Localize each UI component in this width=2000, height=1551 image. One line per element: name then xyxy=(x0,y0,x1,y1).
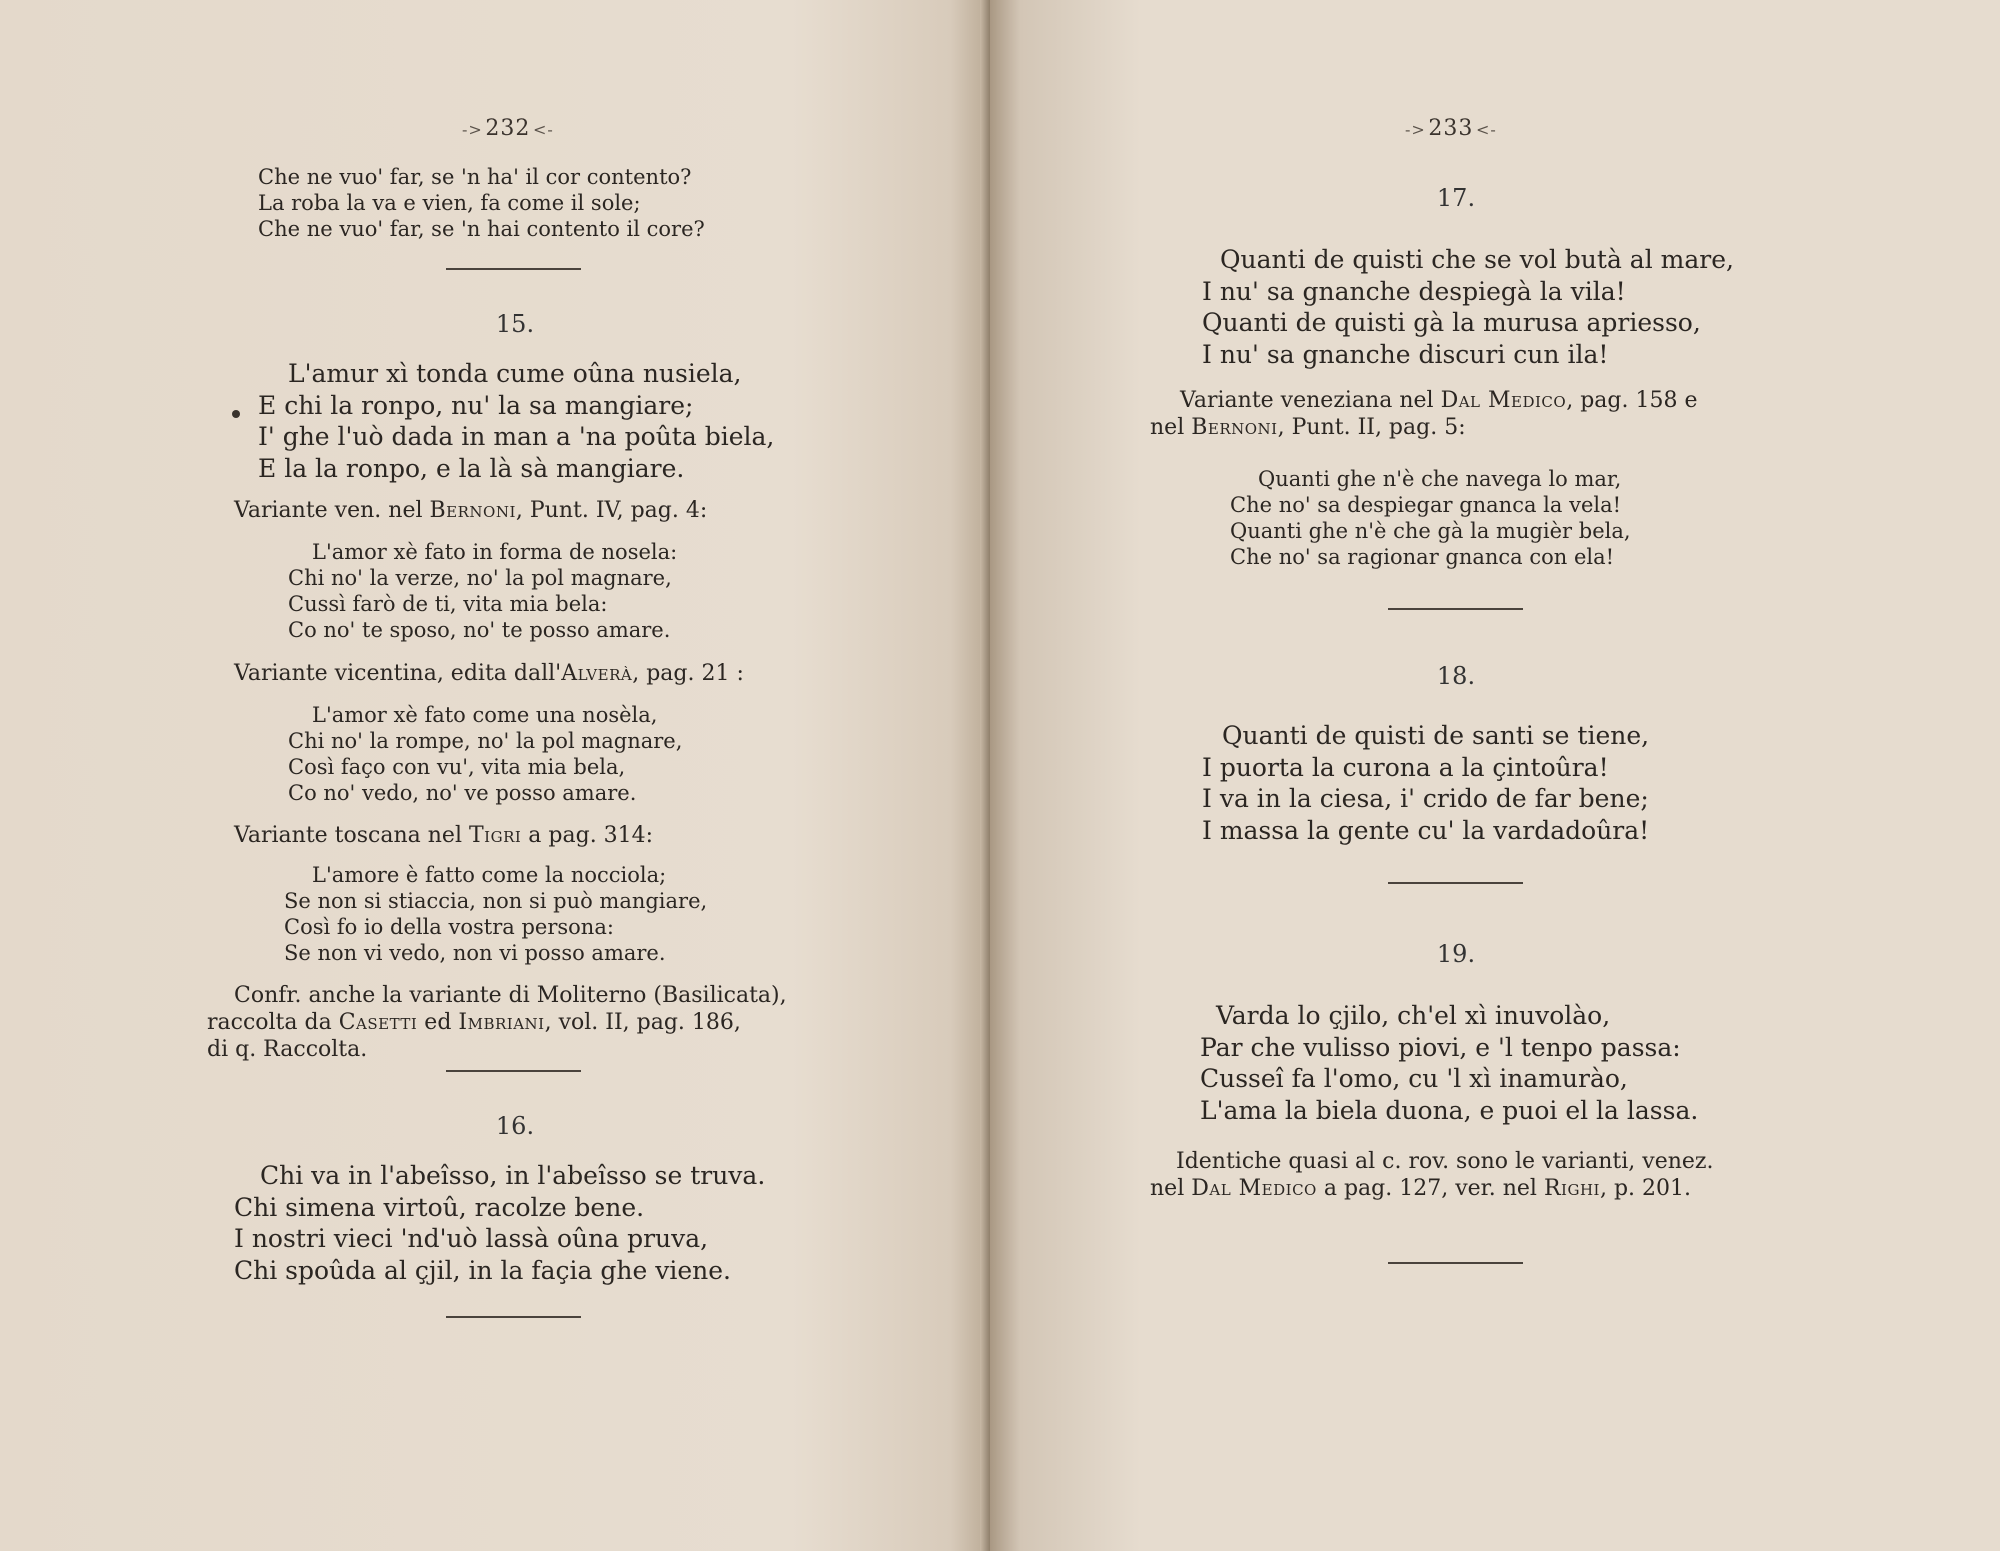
margin-dot xyxy=(232,410,240,418)
verse-line: Chi va in l'abeîsso, in l'abeîsso se truva. xyxy=(260,1161,766,1190)
variant-verse xyxy=(288,539,677,643)
verse-line: L'amor xè fato come una nosèla, xyxy=(312,703,658,727)
verse-line: Chi spoûda al çjil, in la façia ghe viene. xyxy=(234,1255,731,1285)
verse-line: Così faço con vu', vita mia bela, xyxy=(288,755,626,779)
opening-verse xyxy=(258,164,705,242)
verse-line: Co no' te sposo, no' te posso amare. xyxy=(288,618,671,642)
variant-note: nel Bernoni, Punt. II, pag. 5: xyxy=(1150,415,1466,440)
variant-label: Variante vicentina, edita dall'Alverà, pag. 21 : xyxy=(234,661,744,686)
right-page-number: -> 233 <- xyxy=(1405,116,1497,141)
verse-line: Quanti de quisti che se vol butà al mare, xyxy=(1220,245,1734,274)
verse-line: E la la ronpo, e la là sà mangiare. xyxy=(258,453,685,483)
variant-verse xyxy=(284,862,707,966)
section-rule xyxy=(1388,608,1523,610)
variant-note: Variante veneziana nel Dal Medico, pag. 158 e xyxy=(1180,388,1698,413)
song-15-verse xyxy=(258,358,774,484)
verse-line: Co no' vedo, no' ve posso amare. xyxy=(288,781,637,805)
song-number: 18. xyxy=(1436,662,1476,690)
verse-line: I massa la gente cu' la vardadoûra! xyxy=(1202,815,1650,845)
verse-line: Cussì farò de ti, vita mia bela: xyxy=(288,592,608,616)
variant-note: nel Dal Medico a pag. 127, ver. nel Righi, p. 201. xyxy=(1150,1176,1691,1201)
verse-line: Quanti de quisti gà la murusa apriesso, xyxy=(1202,308,1701,337)
section-rule xyxy=(1388,1262,1523,1264)
confr-note: Confr. anche la variante di Moliterno (Basilicata), xyxy=(234,983,787,1008)
right-page xyxy=(990,0,2000,1551)
verse-line: Che no' sa despiegar gnanca la vela! xyxy=(1230,493,1622,517)
left-page xyxy=(0,0,990,1551)
left-page-number: -> 232 <- xyxy=(462,116,554,141)
song-number: 16. xyxy=(495,1112,535,1140)
variant-label: Variante toscana nel Tigri a pag. 314: xyxy=(234,823,654,848)
verse-line: Quanti ghe n'è che gà la mugièr bela, xyxy=(1230,519,1631,543)
confr-note: raccolta da Casetti ed Imbriani, vol. II, pag. 186, xyxy=(207,1010,741,1035)
verse-line: Cusseî fa l'omo, cu 'l xì inamurào, xyxy=(1200,1064,1628,1093)
verse-line: Chi no' la verze, no' la pol magnare, xyxy=(288,566,672,590)
confr-note: di q. Raccolta. xyxy=(207,1037,368,1062)
verse-line: Che no' sa ragionar gnanca con ela! xyxy=(1230,545,1615,569)
verse-line: Che ne vuo' far, se 'n hai contento il core? xyxy=(258,217,705,241)
verse-line: Varda lo çjilo, ch'el xì inuvolào, xyxy=(1216,1001,1611,1030)
song-17-verse xyxy=(1202,244,1734,370)
song-16-verse xyxy=(234,1160,765,1286)
verse-line: Chi no' la rompe, no' la pol magnare, xyxy=(288,729,683,753)
verse-line: I nostri vieci 'nd'uò lassà oûna pruva, xyxy=(234,1224,709,1253)
folio-arrow-icon: <- xyxy=(1473,120,1497,139)
verse-line: Quanti ghe n'è che navega lo mar, xyxy=(1258,467,1622,491)
verse-line: Chi simena virtoû, racolze bene. xyxy=(234,1192,645,1222)
verse-line: L'amore è fatto come la nocciola; xyxy=(312,863,667,887)
song-19-verse xyxy=(1200,1000,1698,1126)
verse-line: I puorta la curona a la çintoûra! xyxy=(1202,752,1609,782)
variant-note: Identiche quasi al c. rov. sono le varianti, venez. xyxy=(1176,1149,1714,1174)
folio-arrow-icon: -> xyxy=(1405,120,1429,139)
variant-verse xyxy=(1230,466,1631,570)
verse-line: La roba la va e vien, fa come il sole; xyxy=(258,191,641,215)
verse-line: I nu' sa gnanche discuri cun ila! xyxy=(1202,339,1609,369)
verse-line: I va in la ciesa, i' crido de far bene; xyxy=(1202,784,1649,813)
verse-line: E chi la ronpo, nu' la sa mangiare; xyxy=(258,390,694,420)
verse-line: Quanti de quisti de santi se tiene, xyxy=(1222,721,1650,750)
variant-label: Variante ven. nel Bernoni, Punt. IV, pag. 4: xyxy=(234,498,708,523)
verse-line: I' ghe l'uò dada in man a 'na poûta biela, xyxy=(258,422,775,451)
verse-line: L'amor xè fato in forma de nosela: xyxy=(312,540,678,564)
song-number: 17. xyxy=(1436,184,1476,212)
variant-verse xyxy=(288,702,682,806)
song-number: 19. xyxy=(1436,940,1476,968)
section-rule xyxy=(446,1070,581,1072)
section-rule xyxy=(446,268,581,270)
section-rule xyxy=(446,1316,581,1318)
song-number: 15. xyxy=(495,310,535,338)
verse-line: L'amur xì tonda cume oûna nusiela, xyxy=(288,359,742,388)
verse-line: L'ama la biela duona, e puoi el la lassa. xyxy=(1200,1095,1699,1125)
folio-arrow-icon: -> xyxy=(462,120,486,139)
verse-line: Così fo io della vostra persona: xyxy=(284,915,614,939)
verse-line: Se non si stiaccia, non si può mangiare, xyxy=(284,889,708,913)
verse-line: Par che vulisso piovi, e 'l tenpo passa: xyxy=(1200,1032,1681,1062)
section-rule xyxy=(1388,882,1523,884)
folio-arrow-icon: <- xyxy=(530,120,554,139)
song-18-verse xyxy=(1202,720,1649,846)
verse-line: Che ne vuo' far, se 'n ha' il cor contento? xyxy=(258,165,692,189)
verse-line: Se non vi vedo, non vi posso amare. xyxy=(284,941,666,965)
verse-line: I nu' sa gnanche despiegà la vila! xyxy=(1202,276,1626,306)
